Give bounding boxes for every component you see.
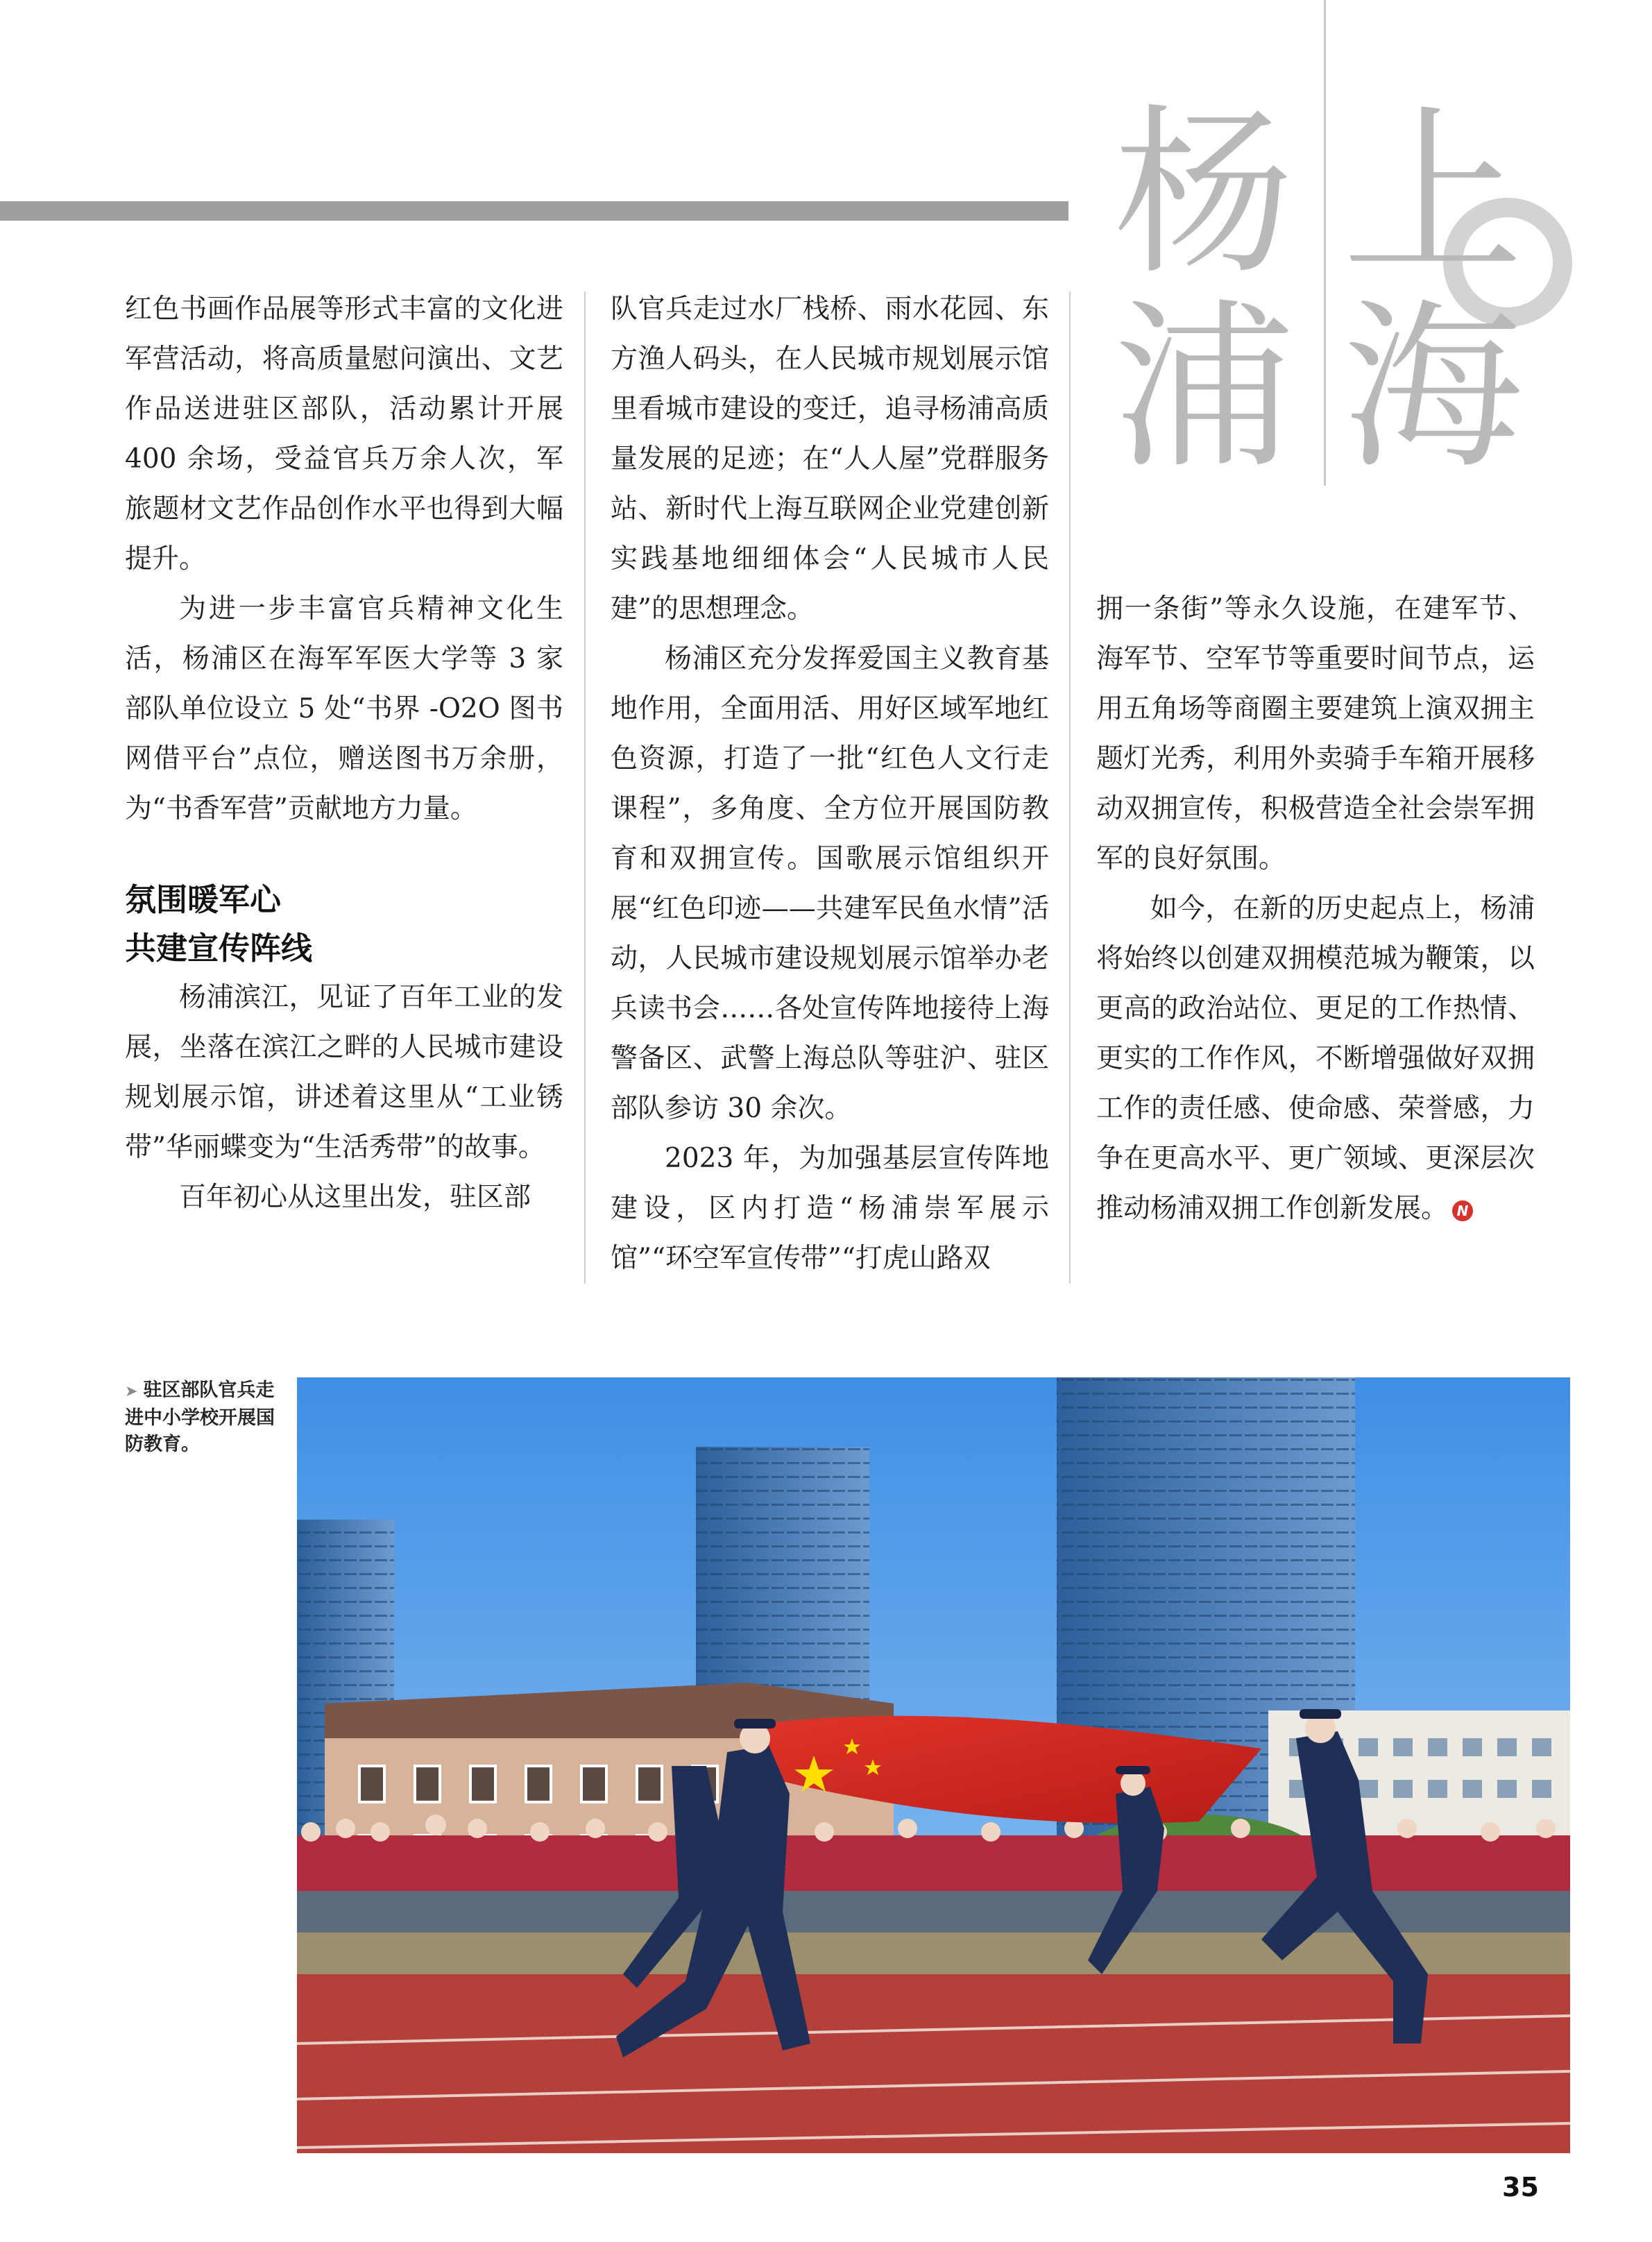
paragraph: 2023 年，为加强基层宣传阵地建设，区内打造“杨浦崇军展示馆”“环空军宣传带”“打虎山路双 <box>611 1143 1049 1274</box>
section-heading-line-2: 共建宣传阵线 <box>125 930 313 967</box>
caption-text: 驻区部队官兵走进中小学校开展国防教育。 <box>125 1379 275 1455</box>
page-number: 35 <box>1502 2172 1539 2202</box>
title-char-shang: 上 <box>1343 90 1523 299</box>
title-char-yang: 杨 <box>1114 90 1294 299</box>
article-column-1 <box>125 285 563 1223</box>
column-divider-2 <box>1069 291 1071 1284</box>
paragraph: 杨浦区充分发挥爱国主义教育基地作用，全面用活、用好区域军地红色资源，打造了一批“红色人文行走课程”，多角度、全方位开展国防教育和双拥宣传。国歌展示馆组织开展“红色印迹——共建军民鱼水情”活动，人民城市建设规划展示馆举办老兵读书会……各处宣传阵地接待上海警备区、武警上海总队等驻沪、驻区部队参访 30 余次。 <box>611 643 1049 1124</box>
photo-caption <box>125 1377 284 1458</box>
header-rule-bar <box>0 201 1068 221</box>
caption-arrow-icon: ➤ <box>125 1383 138 1400</box>
paragraph-text: 如今，在新的历史起点上，杨浦将始终以创建双拥模范城为鞭策，以更高的政治站位、更足的工作热情、更实的工作作风，不断增强做好双拥工作的责任感、使命感、荣誉感，力争在更高水平、更广领域、更深层次推动杨浦双拥工作创新发展。 <box>1096 893 1535 1224</box>
flag-ceremony-photo <box>297 1377 1570 2153</box>
end-of-article-icon: N <box>1452 1200 1473 1221</box>
paragraph <box>1096 884 1535 1234</box>
title-char-pu: 浦 <box>1114 284 1294 493</box>
paragraph: 杨浦滨江，见证了百年工业的发展，坐落在滨江之畔的人民城市建设规划展示馆，讲述着这里从“工业锈带”华丽蝶变为“生活秀带”的故事。 <box>125 982 563 1163</box>
paragraph: 为进一步丰富官兵精神文化生活，杨浦区在海军军医大学等 3 家部队单位设立 5 处“书界 -O2O 图书网借平台”点位，赠送图书万余册，为“书香军营”贡献地方力量。 <box>125 593 563 824</box>
title-char-hai: 海 <box>1343 284 1523 493</box>
section-heading-line-1: 氛围暖军心 <box>125 881 282 918</box>
paragraph: 拥一条街”等永久设施，在建军节、海军节、空军节等重要时间节点，运用五角场等商圈主要建筑上演双拥主题灯光秀，利用外卖骑手车箱开展移动双拥宣传，积极营造全社会崇军拥军的良好氛围。 <box>1096 593 1535 874</box>
paragraph: 红色书画作品展等形式丰富的文化进军营活动，将高质量慰问演出、文艺作品送进驻区部队，活动累计开展 400 余场，受益官兵万余人次，军旅题材文艺作品创作水平也得到大幅提升。 <box>125 294 563 575</box>
article-column-2 <box>611 285 1049 1284</box>
header-divider-line <box>1324 0 1326 486</box>
article-column-3 <box>1096 584 1535 1234</box>
paragraph: 队官兵走过水厂栈桥、雨水花园、东方渔人码头，在人民城市规划展示馆里看城市建设的变迁，追寻杨浦高质量发展的足迹；在“人人屋”党群服务站、新时代上海互联网企业党建创新实践基地细细体会“人民城市人民建”的思想理念。 <box>611 294 1049 625</box>
column-divider-1 <box>584 291 586 1284</box>
paragraph: 百年初心从这里出发，驻区部 <box>179 1182 531 1213</box>
